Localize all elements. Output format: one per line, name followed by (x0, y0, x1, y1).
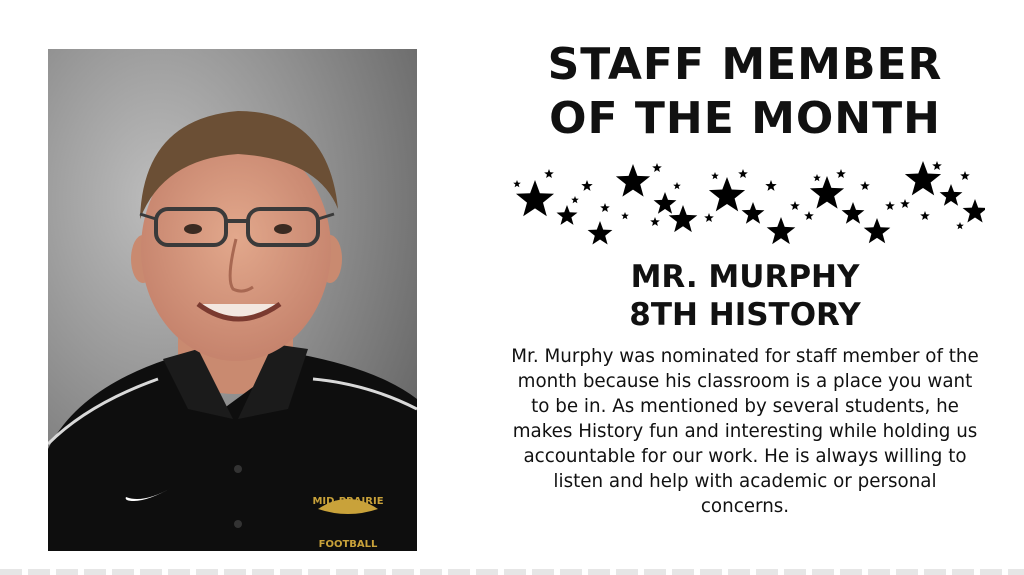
star-icon (709, 177, 745, 211)
teacher-info (505, 258, 985, 334)
star-icon (516, 180, 554, 216)
star-icon (813, 174, 821, 181)
star-icon (940, 184, 963, 206)
star-icon (963, 199, 985, 223)
star-icon (960, 171, 970, 180)
star-icon (956, 222, 964, 229)
star-icon (652, 163, 662, 172)
star-icon (900, 199, 910, 208)
bottom-border (0, 569, 1024, 575)
star-icon (836, 169, 846, 178)
star-icon (767, 217, 796, 244)
star-icon (557, 205, 578, 225)
star-icon (588, 221, 613, 245)
title-line-2: OF THE MONTH (549, 93, 941, 144)
star-icon (920, 211, 930, 220)
teacher-name: MR. MURPHY (630, 259, 860, 295)
star-icon (654, 192, 677, 214)
teacher-subject: 8TH HISTORY (629, 297, 861, 333)
star-icon (513, 180, 521, 187)
star-icon (860, 181, 870, 190)
shirt-logo-top-text: MID-PRAIRIE (312, 496, 384, 507)
star-icon (704, 213, 714, 222)
star-icon (804, 211, 814, 220)
announcement-panel (505, 38, 985, 519)
star-icon (650, 217, 660, 226)
star-icon (765, 180, 776, 191)
staff-portrait-photo (48, 49, 417, 551)
nomination-description: Mr. Murphy was nominated for staff member of the month because his classroom is a place you want to be in. As mentioned by several students, he makes History fun and interesting while holding us accountable for our work. He is always willing to listen and help with academic or personal concerns. (511, 346, 979, 517)
star-icon (885, 201, 895, 210)
star-icon (742, 202, 765, 224)
title-line-1: STAFF MEMBER (547, 39, 943, 90)
portrait-illustration (48, 49, 417, 551)
star-icon (571, 196, 579, 203)
star-icon (669, 205, 698, 232)
star-icon (673, 182, 681, 189)
star-icon (790, 201, 800, 210)
star-icon (932, 161, 942, 170)
stars-decoration (505, 156, 985, 248)
star-icon (600, 203, 610, 212)
star-icon (581, 180, 592, 191)
star-icon (711, 172, 719, 179)
star-icon (738, 169, 748, 178)
star-icon (842, 202, 865, 224)
shirt-logo-bottom-text: FOOTBALL (318, 539, 378, 550)
page-title (505, 38, 985, 146)
star-icon (621, 212, 629, 219)
star-icon (864, 218, 891, 243)
star-icon (544, 169, 554, 178)
star-icon (616, 164, 650, 197)
